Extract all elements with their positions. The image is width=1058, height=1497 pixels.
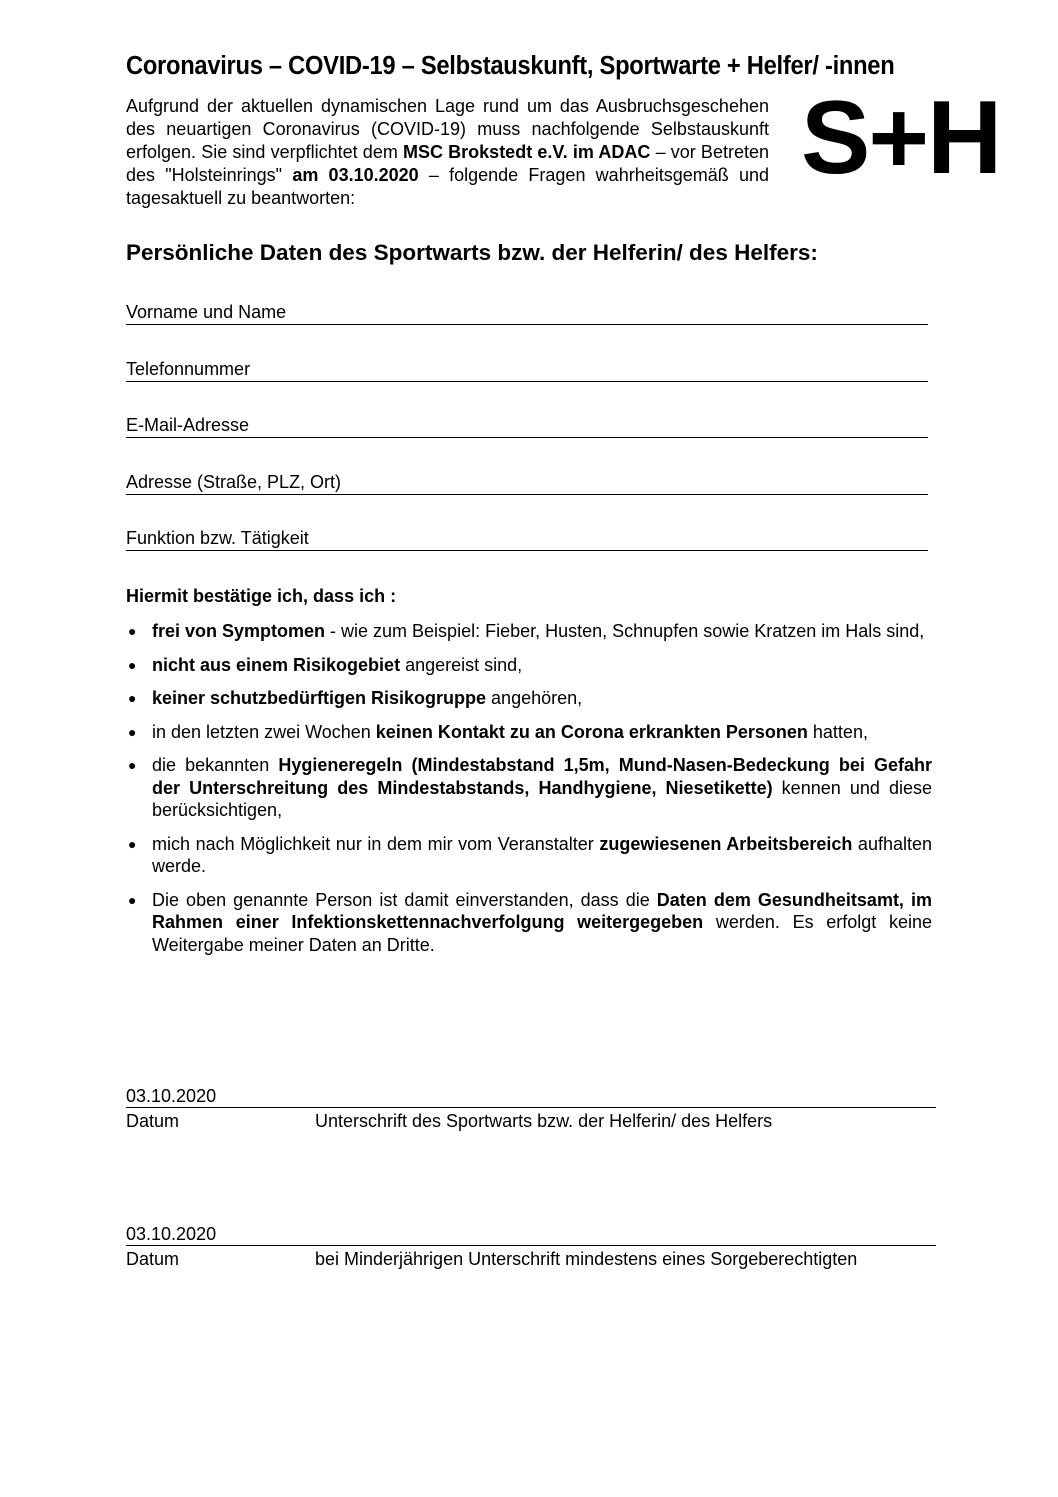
bullet-icon: ● <box>128 690 137 706</box>
section-title: Persönliche Daten des Sportwarts bzw. der Helferin/ des Helfers: <box>126 240 818 265</box>
confirmation-item-text: die bekannten <box>152 755 279 775</box>
signature-date-2: 03.10.2020 <box>126 1224 217 1244</box>
confirmation-item <box>126 687 932 710</box>
confirmation-item-emphasis: keinen Kontakt zu an Corona erkrankten Personen <box>375 721 808 742</box>
confirmation-item <box>126 833 932 878</box>
bullet-icon: ● <box>128 757 137 773</box>
confirmation-item <box>126 620 932 643</box>
bullet-icon: ● <box>128 891 137 908</box>
signature-date-label-2: Datum <box>126 1249 180 1269</box>
signature-date-1: 03.10.2020 <box>126 1086 217 1106</box>
confirmation-item-emphasis: zugewiesenen Arbeitsbereich <box>599 833 853 854</box>
event-date: am 03.10.2020 <box>292 165 419 185</box>
field-label: E-Mail-Adresse <box>126 415 250 435</box>
confirmation-item <box>126 889 932 957</box>
confirmation-item <box>126 754 932 822</box>
confirmation-item-emphasis: frei von Symptomen <box>152 621 326 641</box>
signature-label-1: Unterschrift des Sportwarts bzw. der Helferin/ des Helfers <box>315 1111 773 1131</box>
confirmation-list <box>126 620 932 967</box>
confirmation-item-emphasis: nicht aus einem Risikogebiet <box>152 654 401 675</box>
confirmation-item-text: Die oben genannte Person ist damit einverstanden, dass die <box>152 889 657 910</box>
field-label: Telefonnummer <box>126 359 251 379</box>
field-phone[interactable] <box>126 355 928 382</box>
intro-text-1: Aufgrund der aktuellen dynamischen Lage rund um das Ausbruchsgeschehen des neuartigen Coronavirus (COVID-19) muss nachfolgende Selbstauskunft erfolgen. Sie sind verpflichtet dem <box>126 96 769 162</box>
confirmation-item-text: kennen und diese berücksichtigen, <box>152 777 932 820</box>
signature-line-2[interactable] <box>126 1245 936 1246</box>
bullet-icon: ● <box>128 835 137 852</box>
intro-text-2: – vor Betreten des "Holsteinrings" <box>126 142 769 185</box>
field-address[interactable] <box>126 468 928 495</box>
intro-paragraph <box>126 95 769 210</box>
confirmation-item-text: angereist sind, <box>400 654 523 675</box>
logo: S+H <box>801 80 1001 196</box>
field-name[interactable] <box>126 298 928 325</box>
field-function[interactable] <box>126 524 928 551</box>
field-label: Funktion bzw. Tätigkeit <box>126 528 309 548</box>
signature-line-1[interactable] <box>126 1107 936 1108</box>
signature-date-label-1: Datum <box>126 1111 180 1131</box>
organizer-name: MSC Brokstedt e.V. im ADAC <box>403 142 651 162</box>
page-title: Coronavirus – COVID-19 – Selbstauskunft, Sportwarte + Helfer/ -innen <box>126 52 895 80</box>
confirmation-item-text: aufhalten werde. <box>152 833 933 876</box>
signature-label-2: bei Minderjährigen Unterschrift mindestens eines Sorgeberechtigten <box>315 1249 858 1269</box>
field-email[interactable] <box>126 411 928 438</box>
confirmation-item-text: - wie zum Beispiel: Fieber, Husten, Schnupfen sowie Kratzen im Hals sind, <box>325 621 925 641</box>
confirmation-item-text: mich nach Möglichkeit nur in dem mir vom Veranstalter <box>152 833 600 854</box>
confirmation-item-emphasis: keiner schutzbedürftigen Risikogruppe <box>152 688 487 708</box>
bullet-icon: ● <box>128 723 137 740</box>
confirmation-item-text: in den letzten zwei Wochen <box>152 721 376 742</box>
intro-text-3: – folgende Fragen wahrheitsgemäß und tagesaktuell zu beantworten: <box>126 165 770 208</box>
confirmation-item-text: werden. Es erfolgt keine Weitergabe meiner Daten an Dritte. <box>152 912 933 955</box>
confirmation-heading: Hiermit bestätige ich, dass ich : <box>126 586 397 606</box>
confirmation-item-text: hatten, <box>807 721 868 742</box>
confirmation-item <box>126 654 932 677</box>
confirmation-item-text: angehören, <box>486 688 583 708</box>
bullet-icon: ● <box>128 623 137 639</box>
confirmation-item <box>126 721 932 744</box>
confirmation-item-emphasis: Daten dem Gesundheitsamt, im Rahmen einer Infektionskettennachverfolgung weitergegeben <box>152 889 932 932</box>
confirmation-item-emphasis: Hygieneregeln (Mindestabstand 1,5m, Mund-Nasen-Bedeckung bei Gefahr der Unterschreitung des Mindestabstands, Handhygiene, Niesetikette) <box>152 755 932 798</box>
field-label: Vorname und Name <box>126 302 287 322</box>
field-label: Adresse (Straße, PLZ, Ort) <box>126 472 342 492</box>
bullet-icon: ● <box>128 656 137 673</box>
